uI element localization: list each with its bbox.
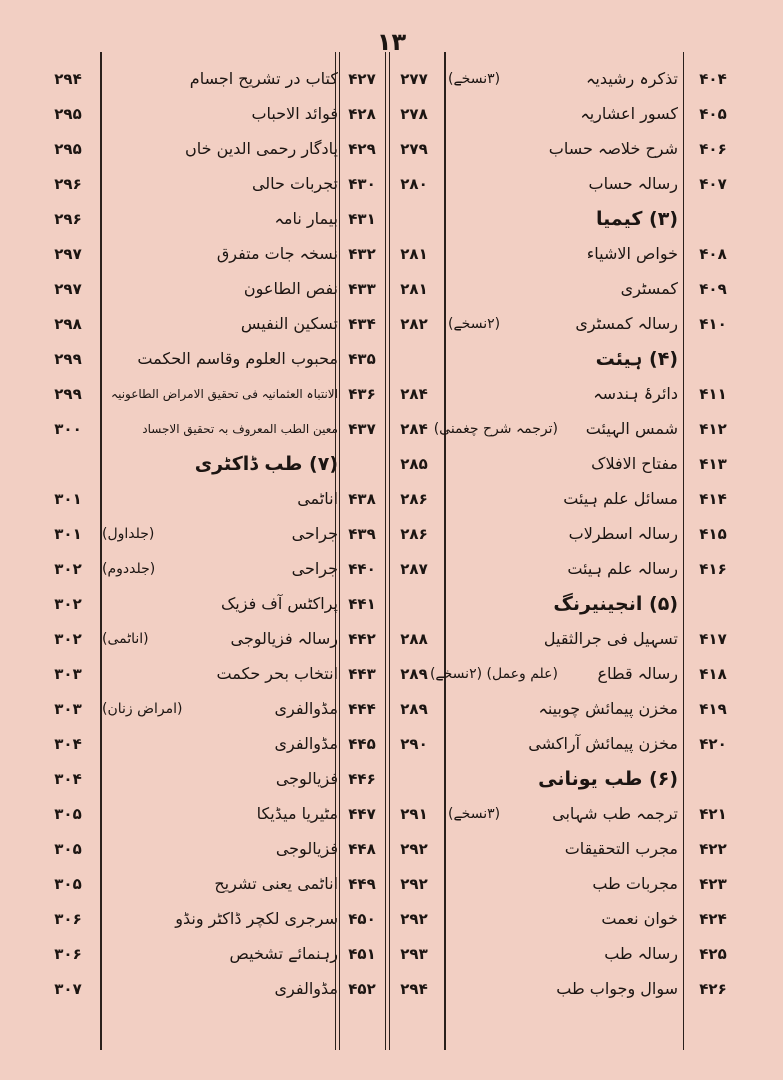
list-item [448,307,778,341]
entry-note: (۲نسخے) [448,316,501,332]
list-item [40,552,442,586]
page-ref: ۲۹۴ [54,70,82,88]
entry-note [102,482,212,516]
list-item [448,97,778,131]
entry-title: رسالہ قطاع [597,664,678,683]
entry-title: مجربات طب [592,874,678,893]
old-number: ۲۸۵ [400,455,428,473]
entry-title: یادگار رحمی الدین خاں [185,139,338,158]
page-ref: ۲۹۹ [54,350,82,368]
entry-note: (امراض زنان) [102,701,183,717]
list-item [40,272,442,306]
serial-number: ۴۲۰ [699,735,727,753]
list-item [40,727,442,761]
section-heading [448,342,778,376]
old-number: ۲۹۰ [400,735,428,753]
entry-title: مجرب التحقیقات [564,839,678,858]
list-item [40,132,442,166]
old-number: ۲۷۹ [400,140,428,158]
list-item [433,412,778,446]
old-number: ۲۸۸ [400,630,428,648]
entry-title: جراحی [291,524,338,543]
entry-note [102,902,212,936]
page-ref: ۳۰۲ [54,595,82,613]
serial-number: ۴۱۶ [699,560,727,578]
entry-title: کتاب در تشریح اجسام [189,69,338,88]
old-number: ۲۸۱ [400,245,428,263]
entry-title: رسالہ کمسٹری [575,314,678,333]
entry-title: پراکٹس آف فزیک [220,594,338,613]
list-item [448,482,778,516]
list-item [40,797,442,831]
old-number: ۲۸۴ [400,385,428,403]
serial-number: ۴۰۸ [699,245,727,263]
entry-title: اناٹمی [297,489,338,508]
serial-number: ۴۵۲ [348,980,376,998]
serial-number: ۴۰۴ [699,70,727,88]
entry-title: مڈوالفری [274,699,338,718]
list-item [40,412,442,446]
entry-title: رسالہ طب [604,944,678,963]
entry-title: جراحی [291,559,338,578]
section-heading [40,447,442,481]
entry-note [102,937,212,971]
entry-title: الانتباہ العثمانیہ فی تحقیق الامراض الطاعونیہ [111,387,338,401]
serial-number: ۴۱۲ [699,420,727,438]
page-ref: ۳۰۴ [54,770,82,788]
rule-center-divider [444,52,446,1050]
serial-number: ۴۵۱ [348,945,376,963]
serial-number: ۴۲۱ [699,805,727,823]
entry-note [102,377,212,411]
section-title: (۳) کیمیا [595,208,678,230]
serial-number: ۴۳۳ [348,280,376,298]
section-title: (۶) طب یونانی [538,768,678,790]
list-item [448,727,778,761]
list-item [448,517,778,551]
page-ref: ۲۹۶ [54,175,82,193]
serial-number: ۴۲۲ [699,840,727,858]
old-number: ۲۹۲ [400,875,428,893]
list-item [40,937,442,971]
entry-note [102,342,212,376]
entry-title: رسالہ حساب [588,174,678,193]
entry-title: رہنمائے تشخیص [229,944,338,963]
entry-note [102,167,212,201]
entry-note [102,657,212,691]
entry-note [102,972,212,1006]
entry-title: خوان نعمت [601,909,678,928]
entry-title: مسائل علم ہیئت [563,489,678,508]
list-item [448,937,778,971]
serial-number [688,762,738,796]
page-ref: ۳۰۵ [54,805,82,823]
list-item [40,97,442,131]
serial-number: ۴۴۴ [348,700,376,718]
entry-note [448,97,558,131]
list-item [40,517,442,551]
list-item [448,867,778,901]
list-item [448,272,778,306]
entry-title: فوائد الاحباب [251,104,338,123]
page-ref: ۳۰۳ [54,700,82,718]
old-number: ۲۹۳ [400,945,428,963]
serial-number: ۴۰۹ [699,280,727,298]
entry-note [448,517,558,551]
entry-note [448,552,558,586]
old-number: ۲۸۰ [400,175,428,193]
list-item [40,692,442,726]
entry-title: فزیالوجی [275,769,338,788]
list-item [40,62,442,96]
entry-note: (جلددوم) [102,561,156,577]
entry-title: نسخہ جات متفرق [216,244,338,263]
serial-number: ۴۴۰ [348,560,376,578]
serial-number: ۴۲۴ [699,910,727,928]
entry-note: (علم وعمل) (۲نسخے) [429,666,558,682]
entry-title: شمس الہیئت [585,419,678,438]
section-title: (۴) ہیئت [595,348,678,370]
entry-note [102,132,212,166]
entry-title: مفتاح الافلاک [591,454,678,473]
serial-number: ۴۳۸ [348,490,376,508]
serial-number: ۴۰۷ [699,175,727,193]
serial-number: ۴۴۳ [348,665,376,683]
old-number: ۲۹۴ [400,980,428,998]
old-number [390,587,438,621]
page-ref [40,447,96,481]
entry-note [448,867,558,901]
serial-number: ۴۱۴ [699,490,727,508]
list-item [448,377,778,411]
list-item [40,587,442,621]
old-number [390,202,438,236]
section-heading [448,202,778,236]
section-heading [448,762,778,796]
page-ref: ۲۹۹ [54,385,82,403]
entry-note: (۳نسخے) [448,806,501,822]
entry-title: خواص الاشیاء [586,244,678,263]
old-number: ۲۸۶ [400,490,428,508]
entry-title: شرح خلاصہ حساب [548,139,678,158]
page-ref: ۲۹۵ [54,140,82,158]
entry-title: نفص الطاعون [243,279,338,298]
entry-title: سوال وجواب طب [556,979,678,998]
list-item [448,237,778,271]
entry-title: انتخاب بحر حکمت [216,664,338,683]
entry-title: تسکین النفیس [240,314,338,333]
entry-note [102,62,212,96]
serial-number: ۴۲۹ [348,140,376,158]
serial-number: ۴۴۱ [348,595,376,613]
old-number: ۲۸۹ [400,665,428,683]
page-ref: ۲۹۸ [54,315,82,333]
serial-number: ۴۴۹ [348,875,376,893]
entry-title: دائرۂ ہندسہ [593,384,678,403]
entry-note [448,167,558,201]
old-number: ۲۷۸ [400,105,428,123]
list-item [448,552,778,586]
list-item [448,622,778,656]
serial-number: ۴۲۸ [348,105,376,123]
serial-number: ۴۰۵ [699,105,727,123]
old-number: ۲۸۱ [400,280,428,298]
serial-number: ۴۴۸ [348,840,376,858]
page-ref: ۳۰۳ [54,665,82,683]
entry-note [102,762,212,796]
entry-note: (۳نسخے) [448,71,501,87]
entry-title: ترجمہ طب شہابی [552,804,678,823]
entry-title: رسالہ فزیالوجی [230,629,338,648]
entry-note [102,237,212,271]
entry-title: مڈوالفری [274,734,338,753]
list-item [40,202,442,236]
serial-number: ۴۲۳ [699,875,727,893]
old-number: ۲۹۲ [400,910,428,928]
page-ref: ۳۰۱ [54,525,82,543]
entry-title: تذکرہ رشیدیہ [586,69,678,88]
serial-number: ۴۳۴ [348,315,376,333]
serial-number [688,342,738,376]
serial-number [688,202,738,236]
serial-number: ۴۱۳ [699,455,727,473]
serial-number: ۴۳۱ [348,210,376,228]
serial-number: ۴۱۵ [699,525,727,543]
entry-title: مڈوالفری [274,979,338,998]
list-item [40,657,442,691]
serial-number: ۴۴۲ [348,630,376,648]
entry-note [102,202,212,236]
list-item [40,377,442,411]
old-number [390,762,438,796]
old-number: ۲۸۶ [400,525,428,543]
serial-number: ۴۲۷ [348,70,376,88]
section-heading [448,587,778,621]
serial-number: ۴۲۶ [699,980,727,998]
entry-note: (اناٹمی) [102,631,149,647]
entry-title: مٹیریا میڈیکا [256,804,338,823]
page-ref: ۳۰۷ [54,980,82,998]
list-item [40,762,442,796]
entry-note [448,447,558,481]
entry-note [102,412,212,446]
list-item [40,902,442,936]
entry-note [448,237,558,271]
entry-note [448,972,558,1006]
old-number: ۲۹۱ [400,805,428,823]
serial-number: ۴۴۶ [348,770,376,788]
page-ref: ۳۰۱ [54,490,82,508]
old-number: ۲۸۲ [400,315,428,333]
entry-note [448,132,558,166]
entry-title: معین الطب المعروف بہ تحقیق الاجساد [142,422,338,436]
entry-note [448,937,558,971]
serial-number: ۴۴۷ [348,805,376,823]
entry-note: (ترجمہ شرح چغمنی) [433,421,558,437]
section-title: (۵) انجینیرنگ [553,593,678,615]
list-item [40,307,442,341]
serial-number [340,447,384,481]
serial-number: ۴۳۲ [348,245,376,263]
list-item [40,342,442,376]
list-item [448,797,778,831]
old-number: ۲۸۴ [400,420,428,438]
entry-title: فزیالوجی [275,839,338,858]
entry-note [102,727,212,761]
entry-note [448,832,558,866]
old-number [390,342,438,376]
serial-number: ۴۳۹ [348,525,376,543]
list-item [40,832,442,866]
entry-title: کمسٹری [620,279,678,298]
list-item [40,622,442,656]
page-ref: ۳۰۶ [54,945,82,963]
entry-note [448,692,558,726]
entry-note [102,307,212,341]
entry-note: (جلداول) [102,526,155,542]
list-item [40,237,442,271]
page-ref: ۲۹۷ [54,280,82,298]
entry-title: تسہیل فی جرالثقیل [543,629,678,648]
list-item [40,972,442,1006]
entry-title: اناٹمی یعنی تشریح [214,874,338,893]
entry-title: کسور اعشاریہ [580,104,678,123]
serial-number: ۴۰۶ [699,140,727,158]
entry-title: رسالہ اسطرلاب [568,524,678,543]
entry-note [448,482,558,516]
entry-note [448,902,558,936]
entry-title: سرجری لکچر ڈاکٹر ونڈو [175,909,338,928]
list-item [40,867,442,901]
entry-title: مخزن پیمائش آراکشی [528,734,678,753]
serial-number: ۴۴۵ [348,735,376,753]
serial-number: ۴۵۰ [348,910,376,928]
page-ref: ۳۰۲ [54,630,82,648]
entry-title: رسالہ علم ہیئت [567,559,678,578]
serial-number: ۴۳۶ [348,385,376,403]
serial-number: ۴۱۱ [699,385,727,403]
list-item [448,832,778,866]
old-number: ۲۹۲ [400,840,428,858]
entry-note [448,727,558,761]
old-number: ۲۸۷ [400,560,428,578]
serial-number: ۴۱۸ [699,665,727,683]
serial-number: ۴۱۰ [699,315,727,333]
list-item [448,62,778,96]
page-ref: ۳۰۲ [54,560,82,578]
entry-title: مخزن پیمائش چوبینہ [538,699,678,718]
serial-number [688,587,738,621]
page-ref: ۲۹۷ [54,245,82,263]
list-item [448,692,778,726]
entry-title: محبوب العلوم وقاسم الحکمت [137,349,338,368]
serial-number: ۴۱۷ [699,630,727,648]
list-item [448,447,778,481]
entry-note [448,377,558,411]
list-item [40,167,442,201]
entry-note [102,587,212,621]
entry-title: تجربات حالی [251,174,338,193]
list-item [448,902,778,936]
page-ref: ۳۰۵ [54,875,82,893]
list-item [448,132,778,166]
serial-number: ۴۱۹ [699,700,727,718]
page-ref: ۲۹۶ [54,210,82,228]
page-ref: ۲۹۵ [54,105,82,123]
serial-number: ۴۳۵ [348,350,376,368]
entry-title: بیمار نامہ [274,209,338,228]
entry-note [102,867,212,901]
entry-note [448,622,558,656]
page-ref: ۳۰۶ [54,910,82,928]
entry-note [102,797,212,831]
page-ref: ۳۰۵ [54,840,82,858]
page-ref: ۳۰۰ [54,420,82,438]
entry-note [102,832,212,866]
serial-number: ۴۲۵ [699,945,727,963]
entry-note [102,97,212,131]
serial-number: ۴۳۰ [348,175,376,193]
list-item [40,482,442,516]
entry-note [448,272,558,306]
section-title: (۷) طب ڈاکٹری [194,453,338,475]
old-number: ۲۸۹ [400,700,428,718]
entry-note [102,272,212,306]
page-number: ۱۳ [376,28,407,56]
list-item [448,972,778,1006]
serial-number: ۴۳۷ [348,420,376,438]
old-number: ۲۷۷ [400,70,428,88]
list-item [448,167,778,201]
list-item [429,657,778,691]
page-ref: ۳۰۴ [54,735,82,753]
